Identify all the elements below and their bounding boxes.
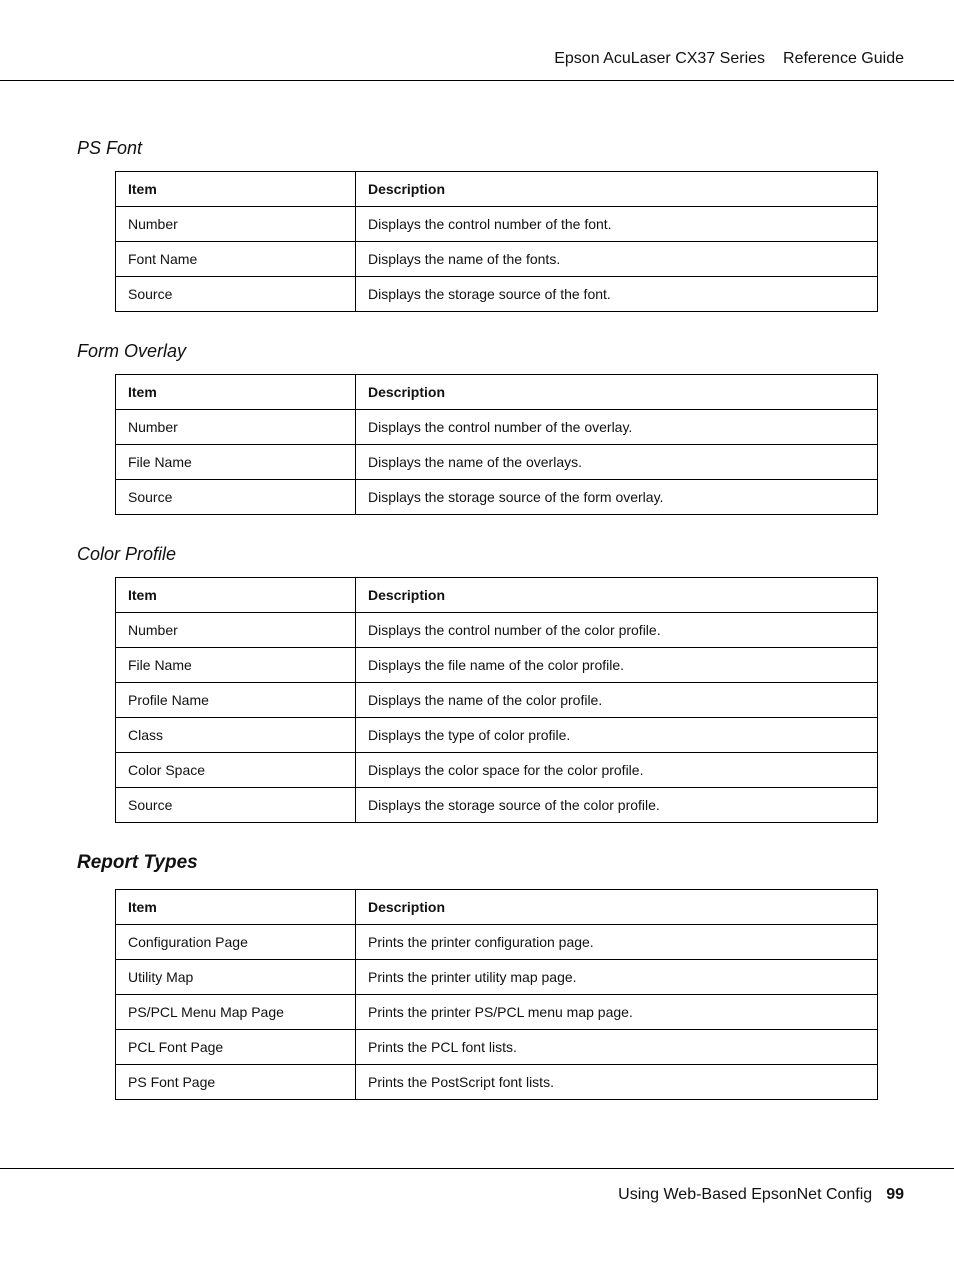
column-header-description: Description bbox=[356, 890, 878, 925]
ps-font-table bbox=[115, 171, 878, 312]
table-row bbox=[116, 995, 878, 1030]
table-row bbox=[116, 788, 878, 823]
item-cell: PCL Font Page bbox=[116, 1030, 356, 1065]
item-cell: Number bbox=[116, 410, 356, 445]
section-title-color-profile: Color Profile bbox=[77, 544, 177, 564]
description-cell: Prints the PostScript font lists. bbox=[356, 1065, 878, 1100]
footer-rule bbox=[0, 1168, 954, 1169]
description-cell: Displays the control number of the overlay. bbox=[356, 410, 878, 445]
section-title-report-types: Report Types bbox=[77, 852, 198, 873]
column-header-description: Description bbox=[356, 578, 878, 613]
description-cell: Displays the control number of the font. bbox=[356, 207, 878, 242]
table-row bbox=[116, 718, 878, 753]
description-cell: Prints the PCL font lists. bbox=[356, 1030, 878, 1065]
table-row bbox=[116, 207, 878, 242]
table-row bbox=[116, 1065, 878, 1100]
item-cell: PS Font Page bbox=[116, 1065, 356, 1100]
item-cell: PS/PCL Menu Map Page bbox=[116, 995, 356, 1030]
description-cell: Displays the file name of the color profile. bbox=[356, 648, 878, 683]
description-cell: Displays the type of color profile. bbox=[356, 718, 878, 753]
column-header-item: Item bbox=[116, 375, 356, 410]
column-header-item: Item bbox=[116, 578, 356, 613]
description-cell: Displays the name of the fonts. bbox=[356, 242, 878, 277]
footer-chapter: Using Web-Based EpsonNet Config bbox=[618, 1186, 873, 1203]
description-cell: Displays the storage source of the color profile. bbox=[356, 788, 878, 823]
header-rule bbox=[0, 80, 954, 81]
description-cell: Prints the printer PS/PCL menu map page. bbox=[356, 995, 878, 1030]
item-cell: Profile Name bbox=[116, 683, 356, 718]
description-cell: Prints the printer utility map page. bbox=[356, 960, 878, 995]
column-header-description: Description bbox=[356, 375, 878, 410]
table-row bbox=[116, 648, 878, 683]
item-cell: Source bbox=[116, 480, 356, 515]
item-cell: Font Name bbox=[116, 242, 356, 277]
table-header-row bbox=[116, 890, 878, 925]
item-cell: Utility Map bbox=[116, 960, 356, 995]
table-row bbox=[116, 925, 878, 960]
item-cell: Source bbox=[116, 277, 356, 312]
item-cell: File Name bbox=[116, 445, 356, 480]
item-cell: File Name bbox=[116, 648, 356, 683]
column-header-item: Item bbox=[116, 890, 356, 925]
color-profile-table bbox=[115, 577, 878, 823]
form-overlay-table bbox=[115, 374, 878, 515]
description-cell: Displays the color space for the color profile. bbox=[356, 753, 878, 788]
description-cell: Displays the name of the overlays. bbox=[356, 445, 878, 480]
header-guide: Reference Guide bbox=[783, 50, 904, 67]
table-row bbox=[116, 753, 878, 788]
description-cell: Displays the control number of the color profile. bbox=[356, 613, 878, 648]
item-cell: Number bbox=[116, 613, 356, 648]
table-row bbox=[116, 445, 878, 480]
table-row bbox=[116, 410, 878, 445]
header-product: Epson AcuLaser CX37 Series bbox=[554, 50, 766, 67]
page-header bbox=[554, 50, 904, 68]
description-cell: Displays the storage source of the font. bbox=[356, 277, 878, 312]
table-header-row bbox=[116, 172, 878, 207]
table-header-row bbox=[116, 578, 878, 613]
item-cell: Configuration Page bbox=[116, 925, 356, 960]
description-cell: Displays the name of the color profile. bbox=[356, 683, 878, 718]
table-row bbox=[116, 480, 878, 515]
table-row bbox=[116, 242, 878, 277]
item-cell: Number bbox=[116, 207, 356, 242]
table-row bbox=[116, 960, 878, 995]
table-row bbox=[116, 613, 878, 648]
section-title-ps-font: PS Font bbox=[77, 138, 143, 158]
table-row bbox=[116, 1030, 878, 1065]
section-title-form-overlay: Form Overlay bbox=[77, 341, 187, 361]
description-cell: Prints the printer configuration page. bbox=[356, 925, 878, 960]
table-header-row bbox=[116, 375, 878, 410]
item-cell: Color Space bbox=[116, 753, 356, 788]
item-cell: Source bbox=[116, 788, 356, 823]
page-footer bbox=[618, 1186, 904, 1204]
page-number: 99 bbox=[886, 1186, 904, 1203]
table-row bbox=[116, 683, 878, 718]
column-header-description: Description bbox=[356, 172, 878, 207]
item-cell: Class bbox=[116, 718, 356, 753]
table-row bbox=[116, 277, 878, 312]
description-cell: Displays the storage source of the form overlay. bbox=[356, 480, 878, 515]
column-header-item: Item bbox=[116, 172, 356, 207]
report-types-table bbox=[115, 889, 878, 1100]
